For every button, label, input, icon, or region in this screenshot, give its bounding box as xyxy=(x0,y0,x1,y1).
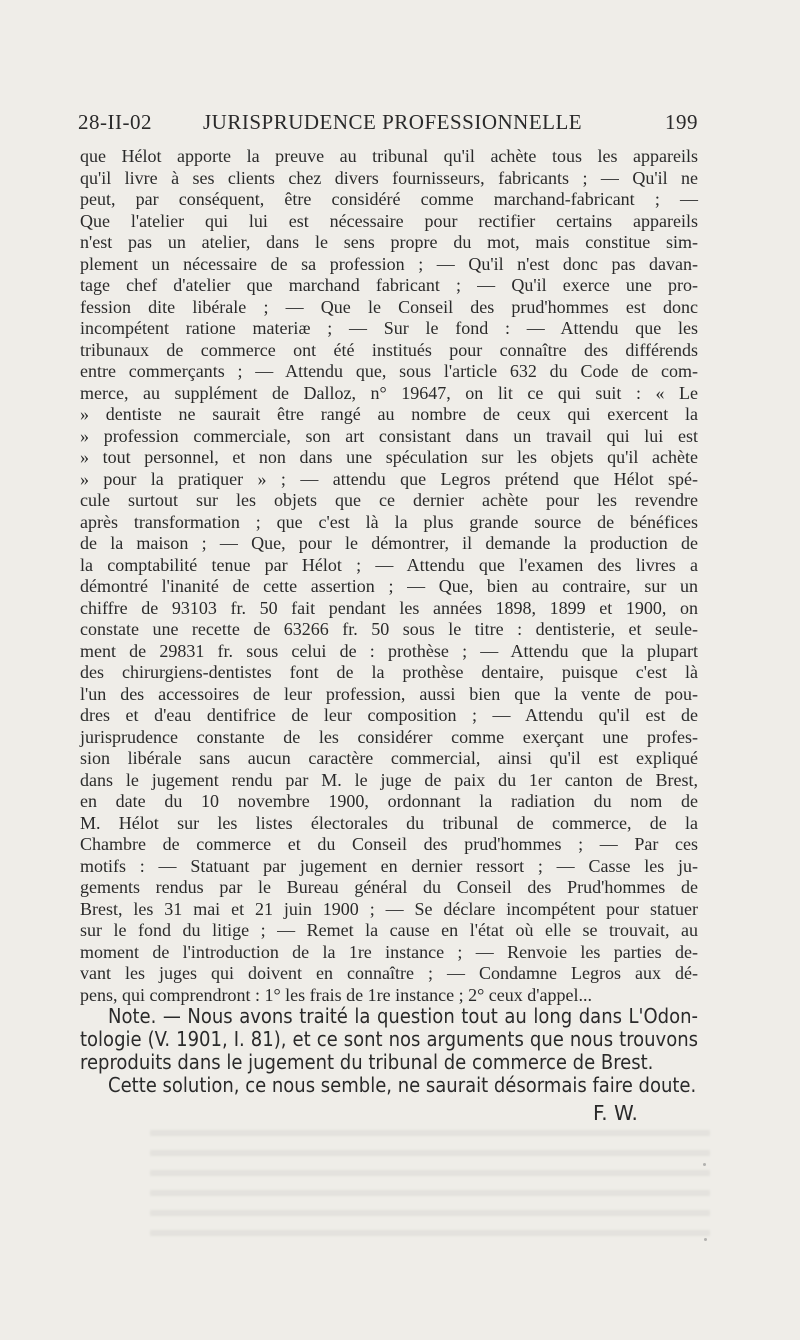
text-line: » profession commerciale, son art consistant dans un travail qui lui est xyxy=(80,425,698,446)
text-line: plement un nécessaire de sa profession ; — Qu'il n'est donc pas davan- xyxy=(80,253,698,274)
text-line: jurisprudence constante de les considérer comme exerçant une profes- xyxy=(80,726,698,747)
text-line: n'est pas un atelier, dans le sens propre du mot, mais constitue sim- xyxy=(80,232,698,252)
text-line: l'un des accessoires de leur profession, aussi bien que la vente de pou- xyxy=(80,683,698,704)
note-line: tologie (V. 1901, I. 81), et ce sont nos arguments que nous trouvons xyxy=(80,1027,698,1051)
text-line: merce, au supplément de Dalloz, n° 19647, on lit ce qui suit : « Le xyxy=(80,382,698,403)
text-line: cule surtout sur les objets que ce dernier achète pour les revendre xyxy=(80,490,698,510)
header-date: 28-II-02 xyxy=(78,110,152,134)
text-line: la comptabilité tenue par Hélot ; — Attendu que l'examen des livres a xyxy=(80,554,698,575)
text-line: de la maison ; — Que, pour le démontrer, il demande la production de xyxy=(80,533,698,553)
text-line: en date du 10 novembre 1900, ordonnant la radiation du nom de xyxy=(80,791,698,811)
text-line: moment de l'introduction de la 1re instance ; — Renvoie les parties de- xyxy=(80,941,698,962)
text-line: vant les juges qui doivent en connaître ; — Condamne Legros aux dé- xyxy=(80,963,698,983)
paper-fleck xyxy=(704,1238,707,1241)
text-line: des chirurgiens-dentistes font de la prothèse dentaire, puisque c'est là xyxy=(80,662,698,682)
text-line: que Hélot apporte la preuve au tribunal qu'il achète tous les appareils xyxy=(80,146,698,166)
text-line: motifs : — Statuant par jugement en dernier ressort ; — Casse les ju- xyxy=(80,855,698,876)
text-line: ment de 29831 fr. sous celui de : prothèse ; — Attendu que la plupart xyxy=(80,640,698,661)
text-line: peut, par conséquent, être considéré comme marchand-fabricant ; — xyxy=(80,189,698,209)
text-line: sion libérale sans aucun caractère commercial, ainsi qu'il est expliqué xyxy=(80,748,698,768)
text-line: » pour la pratiquer » ; — attendu que Legros prétend que Hélot spé- xyxy=(80,468,698,489)
text-line: Que l'atelier qui lui est nécessaire pour rectifier certains appareils xyxy=(80,210,698,231)
judgment-text xyxy=(80,146,698,1006)
text-line: après transformation ; que c'est là la plus grande source de bénéfices xyxy=(80,511,698,532)
text-line: incompétent ratione materiæ ; — Sur le fond : — Attendu que les xyxy=(80,318,698,338)
text-line: Chambre de commerce et du Conseil des prud'hommes ; — Par ces xyxy=(80,834,698,854)
page-number: 199 xyxy=(665,110,698,134)
text-line: sur le fond du litige ; — Remet la cause en l'état où elle se trouvait, au xyxy=(80,920,698,940)
text-line: tage chef d'atelier que marchand fabricant ; — Qu'il exerce une pro- xyxy=(80,275,698,295)
text-line: entre commerçants ; — Attendu que, sous l'article 632 du Code de com- xyxy=(80,361,698,381)
text-line: » tout personnel, et non dans une spéculation sur les objets qu'il achète xyxy=(80,447,698,467)
note-line: Note. — Nous avons traité la question tout au long dans L'Odon- xyxy=(108,1004,698,1028)
text-line: qu'il livre à ses clients chez divers fournisseurs, fabricants ; — Qu'il ne xyxy=(80,167,698,188)
text-line: dans le jugement rendu par M. le juge de paix du 1er canton de Brest, xyxy=(80,769,698,790)
text-line: gements rendus par le Bureau général du Conseil des Prud'hommes de xyxy=(80,877,698,897)
header-title: JURISPRUDENCE PROFESSIONNELLE xyxy=(203,110,583,134)
text-line: pens, qui comprendront : 1° les frais de 1re instance ; 2° ceux d'appel... xyxy=(80,984,592,1005)
paper-fleck xyxy=(703,1163,706,1166)
note-line: Cette solution, ce nous semble, ne saurait désormais faire doute. xyxy=(108,1073,697,1097)
text-line: fession dite libérale ; — Que le Conseil des prud'hommes est donc xyxy=(80,296,698,317)
text-line: Brest, les 31 mai et 21 juin 1900 ; — Se déclare incompétent pour statuer xyxy=(80,898,698,919)
note-line: reproduits dans le jugement du tribunal de commerce de Brest. xyxy=(80,1050,654,1074)
text-line: » dentiste ne saurait être rangé au nombre de ceux qui exercent la xyxy=(80,404,698,424)
text-line: M. Hélot sur les listes électorales du tribunal de commerce, de la xyxy=(80,812,698,833)
text-line: dres et d'eau dentifrice de leur composition ; — Attendu qu'il est de xyxy=(80,705,698,725)
text-line: chiffre de 93103 fr. 50 fait pendant les années 1898, 1899 et 1900, on xyxy=(80,597,698,618)
text-line: démontré l'inanité de cette assertion ; — Que, bien au contraire, sur un xyxy=(80,576,698,596)
editor-note xyxy=(80,1005,698,1097)
running-header xyxy=(78,110,698,140)
text-line: constate une recette de 63266 fr. 50 sous le titre : dentisterie, et seule- xyxy=(80,619,698,639)
bleed-through-shadow xyxy=(150,1120,710,1250)
text-line: tribunaux de commerce ont été institués pour connaître des différends xyxy=(80,339,698,360)
signature: F. W. xyxy=(593,1101,638,1125)
